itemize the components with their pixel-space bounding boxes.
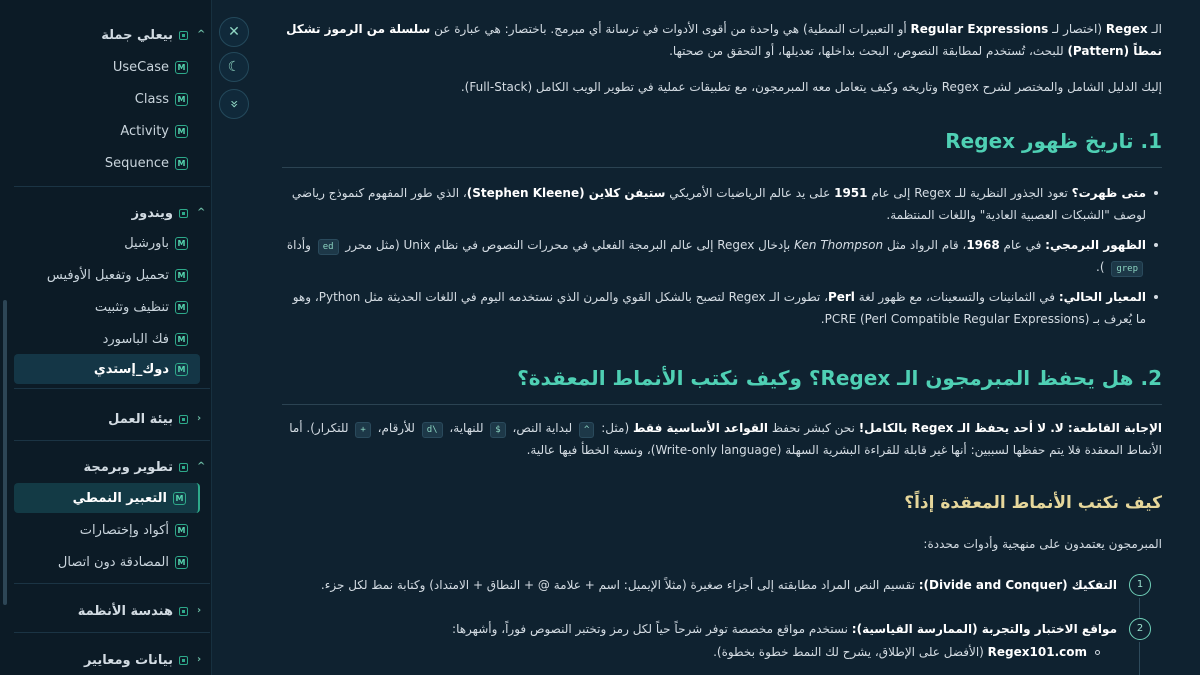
sidebar-nav xyxy=(0,0,212,675)
step-connector xyxy=(1139,598,1140,618)
history-list xyxy=(282,182,1162,338)
step-number: 1 xyxy=(1129,574,1151,596)
markdown-badge-icon: M xyxy=(175,363,188,376)
sidebar-item-label: تحميل وتفعيل الأوفيس xyxy=(46,267,169,283)
inline-code: ed xyxy=(318,239,339,255)
markdown-badge-icon: M xyxy=(175,301,188,314)
divider xyxy=(282,167,1162,168)
sub-list-item: Regex101.com (الأفضل على الإطلاق، يشرح لك النمط خطوة بخطوة). xyxy=(280,641,1100,663)
sidebar-item-label: Activity xyxy=(120,123,169,139)
sidebar-divider xyxy=(14,440,210,441)
sidebar-item[interactable] xyxy=(14,354,200,384)
chevron-up-icon[interactable]: ^ xyxy=(197,461,206,472)
method-intro: المبرمجون يعتمدون على منهجية وأدوات محددة: xyxy=(923,537,1162,551)
sidebar-group[interactable] xyxy=(14,198,206,228)
folder-icon xyxy=(179,463,188,472)
sidebar-group[interactable] xyxy=(14,404,200,434)
sidebar-item[interactable] xyxy=(14,515,200,545)
moon-icon[interactable]: ☾ xyxy=(219,52,249,82)
folder-icon xyxy=(179,31,188,40)
markdown-badge-icon: M xyxy=(175,157,188,170)
sidebar-item[interactable] xyxy=(14,260,200,290)
sidebar-scrollbar[interactable] xyxy=(3,300,7,605)
divider xyxy=(282,404,1162,405)
section-heading-memorize: 2. هل يحفظ المبرمجون الـ Regex؟ وكيف نكتب الأنماط المعقدة؟ xyxy=(517,366,1162,390)
chevron-right-icon[interactable]: › xyxy=(197,654,202,665)
chevron-up-icon[interactable]: ^ xyxy=(197,29,206,40)
close-icon[interactable]: ✕ xyxy=(219,17,249,47)
step-testing: مواقع الاختبار والتجربة (الممارسة القياسية): نستخدم مواقع مخصصة توفر شرحاً حياً لكل رمز وتختبر النصوص فوراً، وأشهرها: xyxy=(452,622,1117,636)
sidebar-item-label: بيانات ومعايير xyxy=(83,652,173,668)
sidebar-item-label: UseCase xyxy=(112,59,169,75)
sidebar-item-label: Sequence xyxy=(104,155,169,171)
markdown-badge-icon: M xyxy=(175,93,188,106)
folder-icon xyxy=(179,209,188,218)
sidebar-item[interactable] xyxy=(14,483,200,513)
double-chevron-down-icon[interactable]: » xyxy=(219,89,249,119)
sidebar-group[interactable] xyxy=(14,20,206,50)
step-connector xyxy=(1139,642,1140,675)
list-item: الظهور البرمجي: في عام 1968، قام الرواد مثل Ken Thompson بإدخال Regex إلى عالم البرمجة الفعلي في محررات النصوص في نظام Unix (مثل محرر ed وأداة grep ). xyxy=(282,234,1162,278)
inline-code: \d xyxy=(422,422,443,438)
sidebar-item-label: هندسة الأنظمة xyxy=(77,603,173,619)
list-item: المعيار الحالي: في الثمانينات والتسعينات، مع ظهور لغة Perl، تطورت الـ Regex لتصبح بالشكل القوي والمرن الذي نستخدمه اليوم في اللغات الحديثة مثل Python، وهو ما يُعرف بـ PCRE (Perl Compatible Regular Expressions). xyxy=(282,286,1162,330)
sidebar-group[interactable] xyxy=(14,645,200,675)
sidebar-item[interactable] xyxy=(14,547,200,577)
chevron-right-icon[interactable]: › xyxy=(197,413,202,424)
sidebar-item-label: المصادقة دون اتصال xyxy=(57,554,169,570)
sidebar-divider xyxy=(14,388,210,389)
sidebar-item[interactable] xyxy=(14,52,200,82)
markdown-badge-icon: M xyxy=(175,556,188,569)
sidebar-item[interactable] xyxy=(14,148,200,178)
sidebar-item[interactable] xyxy=(14,324,200,354)
sidebar-divider xyxy=(14,186,210,187)
sidebar-item-label: بيعلي جملة xyxy=(101,27,173,43)
subheading-complex: كيف نكتب الأنماط المعقدة إذاً؟ xyxy=(904,493,1162,513)
sidebar-item[interactable] xyxy=(14,228,200,258)
step-divide: التفكيك (Divide and Conquer): تقسيم النص المراد مطابقته إلى أجزاء صغيرة (مثلاً الإيميل: اسم + علامة @ + النطاق + الامتداد) وكتابة نمط لكل جزء. xyxy=(320,578,1117,592)
inline-code: $ xyxy=(490,422,505,438)
list-item: متى ظهرت؟ تعود الجذور النظرية للـ Regex إلى عام 1951 على يد عالم الرياضيات الأمريكي ستيفن كلاين (Stephen Kleene)، الذي طور المفهوم كنموذج رياضي لوصف "الشبكات العصبية العادية" واللغات المنتظمة. xyxy=(282,182,1162,226)
sidebar-divider xyxy=(14,632,210,633)
sidebar-item-label: باورشيل xyxy=(124,235,169,251)
markdown-badge-icon: M xyxy=(175,333,188,346)
intro-paragraph: الـ Regex (اختصار لـ Regular Expressions أو التعبيرات النمطية) هي واحدة من أقوى الأدوات في ترسانة أي مبرمج. باختصار: هي عبارة عن سلسلة من الرموز تشكل نمطاً (Pattern) للبحث، تُستخدم لمطابقة النصوص، البحث بداخلها، تعديلها، أو التحقق من صحتها. xyxy=(286,22,1162,58)
intro-summary: إليك الدليل الشامل والمختصر لشرح Regex وتاريخه وكيف يتعامل معه المبرمجون، مع تطبيقات عملية في تطوير الويب الكامل (Full-Stack). xyxy=(460,80,1162,94)
sidebar-item-label: بيئة العمل xyxy=(108,411,173,427)
sidebar-item-label: تنظيف وتثبيت xyxy=(94,299,169,315)
markdown-badge-icon: M xyxy=(175,237,188,250)
inline-code: + xyxy=(355,422,370,438)
chevron-right-icon[interactable]: › xyxy=(197,605,202,616)
markdown-badge-icon: M xyxy=(173,492,186,505)
folder-icon xyxy=(179,607,188,616)
sidebar-item[interactable] xyxy=(14,292,200,322)
sidebar-item-label: دوك_إستدي xyxy=(93,361,169,377)
markdown-badge-icon: M xyxy=(175,524,188,537)
sidebar-divider xyxy=(14,583,210,584)
markdown-badge-icon: M xyxy=(175,269,188,282)
folder-icon xyxy=(179,656,188,665)
sidebar-item-label: Class xyxy=(134,91,169,107)
inline-code: ^ xyxy=(579,422,594,438)
markdown-badge-icon: M xyxy=(175,125,188,138)
sidebar-item-label: فك الباسورد xyxy=(102,331,169,347)
sidebar-group[interactable] xyxy=(14,452,206,482)
sidebar-item-label: أكواد وإختصارات xyxy=(79,522,169,538)
sidebar-item[interactable] xyxy=(14,84,200,114)
sidebar-item[interactable] xyxy=(14,116,200,146)
sidebar-group[interactable] xyxy=(14,596,200,626)
section-heading-history: 1. تاريخ ظهور Regex xyxy=(945,129,1162,153)
sidebar-item-label: ويندوز xyxy=(131,205,173,221)
sidebar-item-label: التعبير النمطي xyxy=(72,490,167,506)
article-content xyxy=(262,0,1162,675)
folder-icon xyxy=(179,415,188,424)
chevron-up-icon[interactable]: ^ xyxy=(197,207,206,218)
inline-code: grep xyxy=(1111,261,1143,277)
markdown-badge-icon: M xyxy=(175,61,188,74)
sidebar-item-label: تطوير وبرمجة xyxy=(83,459,173,475)
bullet-circle-icon xyxy=(1095,650,1100,655)
step-number: 2 xyxy=(1129,618,1151,640)
answer-paragraph: الإجابة القاطعة: لا. لا أحد يحفظ الـ Regex بالكامل! نحن كبشر نحفظ القواعد الأساسية فقط (مثل: ^ لبداية النص، $ للنهاية، \d للأرقام، + للتكرار). أما الأنماط المعقدة فلا يتم حفظها لسببين: أنها غير قابلة للقراءة البشرية السهلة (Write-only language)، ونسبة الخطأ فيها عالية. xyxy=(289,421,1162,457)
